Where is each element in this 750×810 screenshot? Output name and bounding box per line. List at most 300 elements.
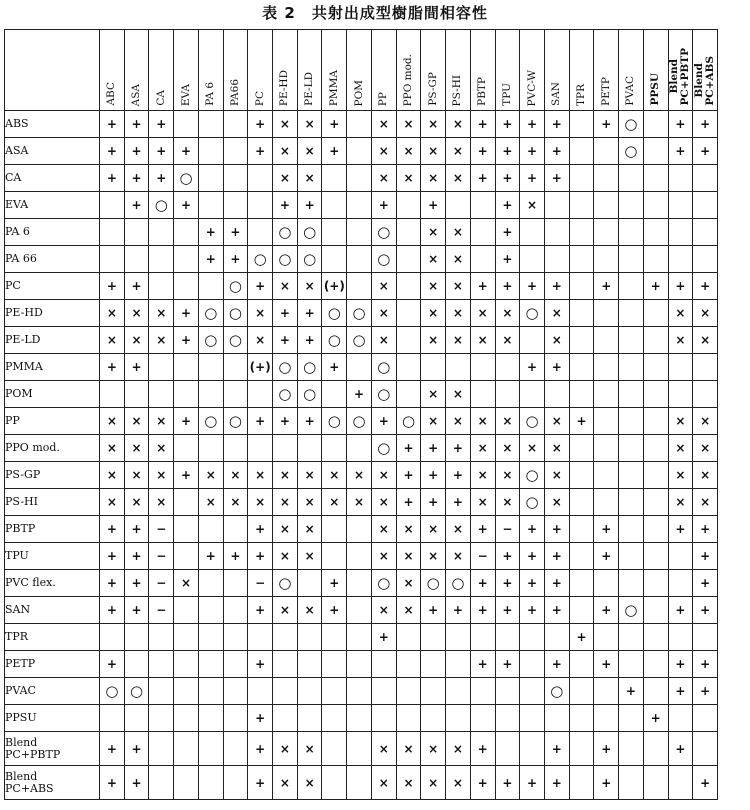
compat-cell bbox=[544, 219, 569, 246]
compat-cell: + bbox=[273, 192, 298, 219]
compat-cell: × bbox=[100, 489, 125, 516]
compat-cell bbox=[347, 165, 372, 192]
compat-cell bbox=[124, 705, 149, 732]
compat-cell bbox=[643, 570, 668, 597]
compat-cell: + bbox=[693, 138, 718, 165]
compat-cell bbox=[594, 165, 619, 192]
compat-cell bbox=[544, 705, 569, 732]
compat-cell: × bbox=[693, 327, 718, 354]
compat-cell bbox=[371, 651, 396, 678]
compat-cell: + bbox=[100, 570, 125, 597]
compat-cell bbox=[643, 165, 668, 192]
compat-cell: + bbox=[693, 111, 718, 138]
compat-cell bbox=[174, 111, 199, 138]
table-row bbox=[5, 705, 718, 732]
compat-cell: + bbox=[544, 543, 569, 570]
row-header: CA bbox=[5, 165, 100, 192]
column-header-label: Blend PC+ABS bbox=[693, 56, 717, 106]
compat-cell: + bbox=[124, 570, 149, 597]
compat-cell: − bbox=[149, 570, 174, 597]
compat-cell bbox=[347, 651, 372, 678]
compat-cell: × bbox=[668, 489, 693, 516]
column-header bbox=[322, 30, 347, 111]
compat-cell bbox=[594, 570, 619, 597]
row-header: PMMA bbox=[5, 354, 100, 381]
row-header: PPO mod. bbox=[5, 435, 100, 462]
compat-cell bbox=[248, 165, 273, 192]
compat-cell bbox=[520, 381, 545, 408]
compat-cell bbox=[347, 678, 372, 705]
compat-cell: + bbox=[520, 543, 545, 570]
compat-cell: + bbox=[495, 192, 520, 219]
compat-cell: × bbox=[100, 327, 125, 354]
compat-cell: × bbox=[124, 327, 149, 354]
row-header: ASA bbox=[5, 138, 100, 165]
table-row bbox=[5, 381, 718, 408]
compat-cell: ○ bbox=[297, 219, 322, 246]
compat-cell bbox=[569, 165, 594, 192]
compat-cell bbox=[198, 354, 223, 381]
compat-cell bbox=[619, 766, 644, 800]
compat-cell: + bbox=[520, 165, 545, 192]
column-header bbox=[544, 30, 569, 111]
compat-cell: × bbox=[446, 327, 471, 354]
compat-cell: + bbox=[594, 543, 619, 570]
compat-cell: + bbox=[248, 543, 273, 570]
compat-cell bbox=[594, 489, 619, 516]
compat-cell: + bbox=[100, 732, 125, 766]
compat-cell: × bbox=[248, 462, 273, 489]
compat-cell: + bbox=[470, 165, 495, 192]
column-header-label: CA bbox=[154, 90, 167, 106]
compat-cell bbox=[470, 624, 495, 651]
row-header: PC bbox=[5, 273, 100, 300]
compat-cell bbox=[174, 543, 199, 570]
compat-cell bbox=[495, 381, 520, 408]
compat-cell bbox=[347, 435, 372, 462]
compat-cell: ○ bbox=[446, 570, 471, 597]
compat-cell bbox=[594, 246, 619, 273]
compat-cell: ○ bbox=[223, 408, 248, 435]
compat-cell bbox=[347, 624, 372, 651]
column-header-label: PE-HD bbox=[278, 69, 291, 106]
compat-cell: + bbox=[470, 111, 495, 138]
compat-cell bbox=[297, 624, 322, 651]
compat-cell: + bbox=[693, 766, 718, 800]
compat-cell: × bbox=[124, 300, 149, 327]
compat-cell bbox=[248, 381, 273, 408]
compat-cell bbox=[174, 678, 199, 705]
compat-cell bbox=[347, 516, 372, 543]
compat-cell bbox=[619, 651, 644, 678]
compat-cell bbox=[569, 138, 594, 165]
compat-cell: + bbox=[248, 516, 273, 543]
compat-cell: + bbox=[100, 273, 125, 300]
compat-cell: × bbox=[446, 273, 471, 300]
compat-cell bbox=[124, 246, 149, 273]
compat-cell bbox=[421, 678, 446, 705]
compat-cell: × bbox=[100, 462, 125, 489]
compat-cell bbox=[174, 354, 199, 381]
compat-cell: + bbox=[273, 300, 298, 327]
compat-cell: × bbox=[421, 732, 446, 766]
compat-cell: + bbox=[198, 246, 223, 273]
compat-cell: − bbox=[149, 543, 174, 570]
compat-cell: + bbox=[544, 732, 569, 766]
table-row bbox=[5, 624, 718, 651]
compat-cell bbox=[396, 192, 421, 219]
compat-cell bbox=[693, 624, 718, 651]
compat-cell: + bbox=[569, 624, 594, 651]
compat-cell: ○ bbox=[520, 408, 545, 435]
compat-cell: × bbox=[693, 300, 718, 327]
column-header bbox=[273, 30, 298, 111]
compat-cell bbox=[273, 705, 298, 732]
compat-cell bbox=[495, 678, 520, 705]
compat-cell bbox=[643, 381, 668, 408]
compat-cell bbox=[347, 543, 372, 570]
compat-cell bbox=[594, 327, 619, 354]
compat-cell: + bbox=[668, 597, 693, 624]
compat-cell: × bbox=[446, 246, 471, 273]
compat-cell bbox=[223, 165, 248, 192]
compat-cell: ○ bbox=[371, 570, 396, 597]
compat-cell bbox=[569, 678, 594, 705]
compat-cell: × bbox=[495, 300, 520, 327]
column-header bbox=[520, 30, 545, 111]
compat-cell: × bbox=[470, 489, 495, 516]
compat-cell bbox=[643, 246, 668, 273]
compat-cell bbox=[446, 192, 471, 219]
corner-cell bbox=[5, 30, 100, 111]
compat-cell bbox=[198, 192, 223, 219]
compat-cell: + bbox=[520, 354, 545, 381]
table-row bbox=[5, 435, 718, 462]
compat-cell: + bbox=[495, 246, 520, 273]
compat-cell: × bbox=[371, 327, 396, 354]
compat-cell bbox=[569, 651, 594, 678]
compat-cell bbox=[619, 219, 644, 246]
compat-cell bbox=[100, 246, 125, 273]
compat-cell: ○ bbox=[544, 678, 569, 705]
compat-cell bbox=[347, 732, 372, 766]
column-header-label: PS-HI bbox=[451, 74, 464, 106]
compat-cell: + bbox=[619, 678, 644, 705]
compat-cell bbox=[198, 597, 223, 624]
compat-cell bbox=[396, 651, 421, 678]
table-row bbox=[5, 165, 718, 192]
page-title: 表 2 共射出成型樹脂間相容性 bbox=[262, 4, 488, 22]
compat-cell: × bbox=[396, 111, 421, 138]
compat-cell: × bbox=[297, 273, 322, 300]
row-header: SAN bbox=[5, 597, 100, 624]
compat-cell: × bbox=[446, 381, 471, 408]
compat-cell bbox=[643, 219, 668, 246]
compat-cell bbox=[223, 732, 248, 766]
compat-cell bbox=[668, 192, 693, 219]
compat-cell: × bbox=[470, 408, 495, 435]
compat-cell: × bbox=[396, 732, 421, 766]
compat-cell: + bbox=[322, 597, 347, 624]
compat-cell: + bbox=[248, 705, 273, 732]
table-row bbox=[5, 354, 718, 381]
column-header-label: PVAC bbox=[624, 76, 637, 106]
column-header-label: PE-LD bbox=[303, 72, 316, 106]
compat-cell: × bbox=[371, 732, 396, 766]
compat-cell: ○ bbox=[322, 300, 347, 327]
compat-cell bbox=[619, 246, 644, 273]
compat-cell: × bbox=[371, 462, 396, 489]
compat-cell: × bbox=[446, 111, 471, 138]
compat-cell bbox=[569, 570, 594, 597]
compat-cell: + bbox=[124, 138, 149, 165]
compat-cell bbox=[174, 597, 199, 624]
compat-cell bbox=[149, 354, 174, 381]
compat-cell: ○ bbox=[273, 354, 298, 381]
compat-cell: × bbox=[668, 408, 693, 435]
compat-cell: + bbox=[174, 138, 199, 165]
compat-cell bbox=[322, 766, 347, 800]
row-header: PPSU bbox=[5, 705, 100, 732]
compat-cell: × bbox=[495, 327, 520, 354]
compat-cell bbox=[297, 705, 322, 732]
compat-cell bbox=[100, 624, 125, 651]
compat-cell bbox=[495, 732, 520, 766]
compat-cell: + bbox=[223, 543, 248, 570]
compat-cell bbox=[544, 381, 569, 408]
compat-cell bbox=[198, 138, 223, 165]
compat-cell bbox=[643, 489, 668, 516]
compat-cell: + bbox=[100, 138, 125, 165]
compat-cell: + bbox=[347, 381, 372, 408]
compat-cell: ○ bbox=[371, 246, 396, 273]
compat-cell: + bbox=[495, 219, 520, 246]
compat-cell: × bbox=[273, 462, 298, 489]
compat-cell bbox=[100, 219, 125, 246]
compat-cell bbox=[396, 273, 421, 300]
compat-cell: × bbox=[544, 300, 569, 327]
row-header: Blend PC+ABS bbox=[5, 766, 100, 800]
compat-cell: + bbox=[100, 766, 125, 800]
compat-cell bbox=[619, 543, 644, 570]
compat-cell: + bbox=[124, 165, 149, 192]
compat-cell: + bbox=[495, 543, 520, 570]
compat-cell bbox=[347, 111, 372, 138]
compat-cell bbox=[594, 192, 619, 219]
compat-cell: ○ bbox=[297, 381, 322, 408]
compat-cell bbox=[174, 381, 199, 408]
compat-cell bbox=[297, 435, 322, 462]
compat-cell bbox=[248, 624, 273, 651]
compat-cell: × bbox=[371, 543, 396, 570]
compat-cell: + bbox=[273, 408, 298, 435]
column-header bbox=[223, 30, 248, 111]
compat-cell bbox=[149, 732, 174, 766]
compat-cell: + bbox=[297, 408, 322, 435]
compat-cell bbox=[643, 651, 668, 678]
compat-cell: ○ bbox=[619, 138, 644, 165]
compat-cell bbox=[322, 678, 347, 705]
column-header bbox=[421, 30, 446, 111]
compat-cell: + bbox=[198, 543, 223, 570]
compat-cell bbox=[198, 165, 223, 192]
compat-cell: × bbox=[371, 165, 396, 192]
column-header bbox=[495, 30, 520, 111]
compat-cell bbox=[174, 219, 199, 246]
compat-cell bbox=[643, 192, 668, 219]
compat-cell: × bbox=[297, 489, 322, 516]
compat-cell: ○ bbox=[322, 327, 347, 354]
compat-cell: + bbox=[643, 273, 668, 300]
compat-cell bbox=[322, 219, 347, 246]
compat-cell bbox=[396, 705, 421, 732]
compat-cell bbox=[297, 678, 322, 705]
compat-cell bbox=[470, 192, 495, 219]
compat-cell: × bbox=[396, 165, 421, 192]
compat-cell: × bbox=[693, 408, 718, 435]
compat-cell: + bbox=[100, 597, 125, 624]
compat-cell: × bbox=[124, 435, 149, 462]
compat-cell: + bbox=[248, 597, 273, 624]
compat-cell: + bbox=[149, 165, 174, 192]
compat-cell: + bbox=[520, 111, 545, 138]
compat-cell bbox=[198, 651, 223, 678]
compat-cell: + bbox=[544, 516, 569, 543]
compat-cell bbox=[470, 705, 495, 732]
compat-cell: − bbox=[149, 597, 174, 624]
column-header-label: PMMA bbox=[327, 69, 340, 106]
compat-cell: × bbox=[396, 543, 421, 570]
row-header: Blend PC+PBTP bbox=[5, 732, 100, 766]
column-header-label: EVA bbox=[179, 83, 192, 106]
compat-cell bbox=[149, 273, 174, 300]
compatibility-table bbox=[4, 29, 718, 800]
compat-cell: + bbox=[495, 570, 520, 597]
compat-cell: × bbox=[322, 489, 347, 516]
compat-cell: + bbox=[668, 732, 693, 766]
compat-cell: ○ bbox=[371, 219, 396, 246]
compat-cell: × bbox=[297, 138, 322, 165]
compat-cell bbox=[693, 381, 718, 408]
compat-cell bbox=[594, 624, 619, 651]
column-header-label: Blend PC+PBTP bbox=[668, 48, 692, 106]
compat-cell: + bbox=[693, 273, 718, 300]
compat-cell: × bbox=[396, 597, 421, 624]
compat-cell bbox=[643, 516, 668, 543]
compat-cell bbox=[668, 543, 693, 570]
compat-cell bbox=[421, 354, 446, 381]
compat-cell bbox=[149, 624, 174, 651]
compat-cell: + bbox=[174, 462, 199, 489]
compat-cell bbox=[520, 327, 545, 354]
compat-cell: + bbox=[544, 273, 569, 300]
compat-cell: ○ bbox=[347, 327, 372, 354]
column-header bbox=[248, 30, 273, 111]
compat-cell bbox=[396, 678, 421, 705]
compat-cell: × bbox=[544, 435, 569, 462]
compat-cell bbox=[273, 435, 298, 462]
compat-cell: × bbox=[544, 489, 569, 516]
compat-cell: × bbox=[149, 300, 174, 327]
compat-cell bbox=[693, 192, 718, 219]
compat-cell: × bbox=[149, 435, 174, 462]
column-header bbox=[594, 30, 619, 111]
table-row bbox=[5, 111, 718, 138]
column-header bbox=[100, 30, 125, 111]
compat-cell: + bbox=[668, 651, 693, 678]
compat-cell: × bbox=[396, 570, 421, 597]
compat-cell bbox=[322, 381, 347, 408]
compat-cell bbox=[322, 192, 347, 219]
compat-cell: ○ bbox=[273, 246, 298, 273]
compat-cell: + bbox=[693, 651, 718, 678]
table-row bbox=[5, 732, 718, 766]
compat-cell: × bbox=[446, 138, 471, 165]
compat-cell bbox=[347, 766, 372, 800]
compat-cell: + bbox=[100, 111, 125, 138]
compat-cell: + bbox=[594, 597, 619, 624]
compat-cell bbox=[396, 300, 421, 327]
compat-cell bbox=[619, 462, 644, 489]
compat-cell: + bbox=[594, 766, 619, 800]
column-header-label: PETP bbox=[599, 77, 612, 106]
column-header-label: ASA bbox=[130, 83, 143, 106]
compat-cell: − bbox=[495, 516, 520, 543]
compat-cell bbox=[693, 732, 718, 766]
compat-cell: ○ bbox=[371, 354, 396, 381]
compat-cell bbox=[347, 705, 372, 732]
row-header: TPR bbox=[5, 624, 100, 651]
compat-cell bbox=[520, 624, 545, 651]
compat-cell: × bbox=[198, 489, 223, 516]
compat-cell bbox=[619, 489, 644, 516]
compat-cell: ○ bbox=[297, 246, 322, 273]
compat-cell bbox=[569, 435, 594, 462]
compat-cell: ○ bbox=[223, 300, 248, 327]
compat-cell bbox=[446, 354, 471, 381]
compat-cell: + bbox=[322, 138, 347, 165]
compat-cell bbox=[594, 219, 619, 246]
compat-cell: + bbox=[594, 651, 619, 678]
compat-cell: × bbox=[396, 516, 421, 543]
compat-cell bbox=[643, 678, 668, 705]
compat-cell: + bbox=[470, 597, 495, 624]
compat-cell: + bbox=[100, 516, 125, 543]
compat-cell bbox=[544, 624, 569, 651]
compat-cell bbox=[643, 111, 668, 138]
compat-cell bbox=[668, 219, 693, 246]
compat-cell: × bbox=[421, 246, 446, 273]
compat-cell: + bbox=[544, 651, 569, 678]
compat-cell: × bbox=[371, 516, 396, 543]
table-row bbox=[5, 408, 718, 435]
compat-cell bbox=[371, 678, 396, 705]
compat-cell bbox=[223, 192, 248, 219]
column-header bbox=[198, 30, 223, 111]
compat-cell: × bbox=[544, 462, 569, 489]
compat-cell: × bbox=[693, 435, 718, 462]
column-header bbox=[643, 30, 668, 111]
compat-cell bbox=[569, 219, 594, 246]
compat-cell bbox=[668, 705, 693, 732]
column-header-label: PBTP bbox=[476, 77, 489, 106]
compat-cell bbox=[223, 678, 248, 705]
compat-cell: + bbox=[174, 192, 199, 219]
compat-cell: + bbox=[100, 354, 125, 381]
compat-cell bbox=[322, 651, 347, 678]
compat-cell: + bbox=[470, 651, 495, 678]
compat-cell bbox=[396, 327, 421, 354]
